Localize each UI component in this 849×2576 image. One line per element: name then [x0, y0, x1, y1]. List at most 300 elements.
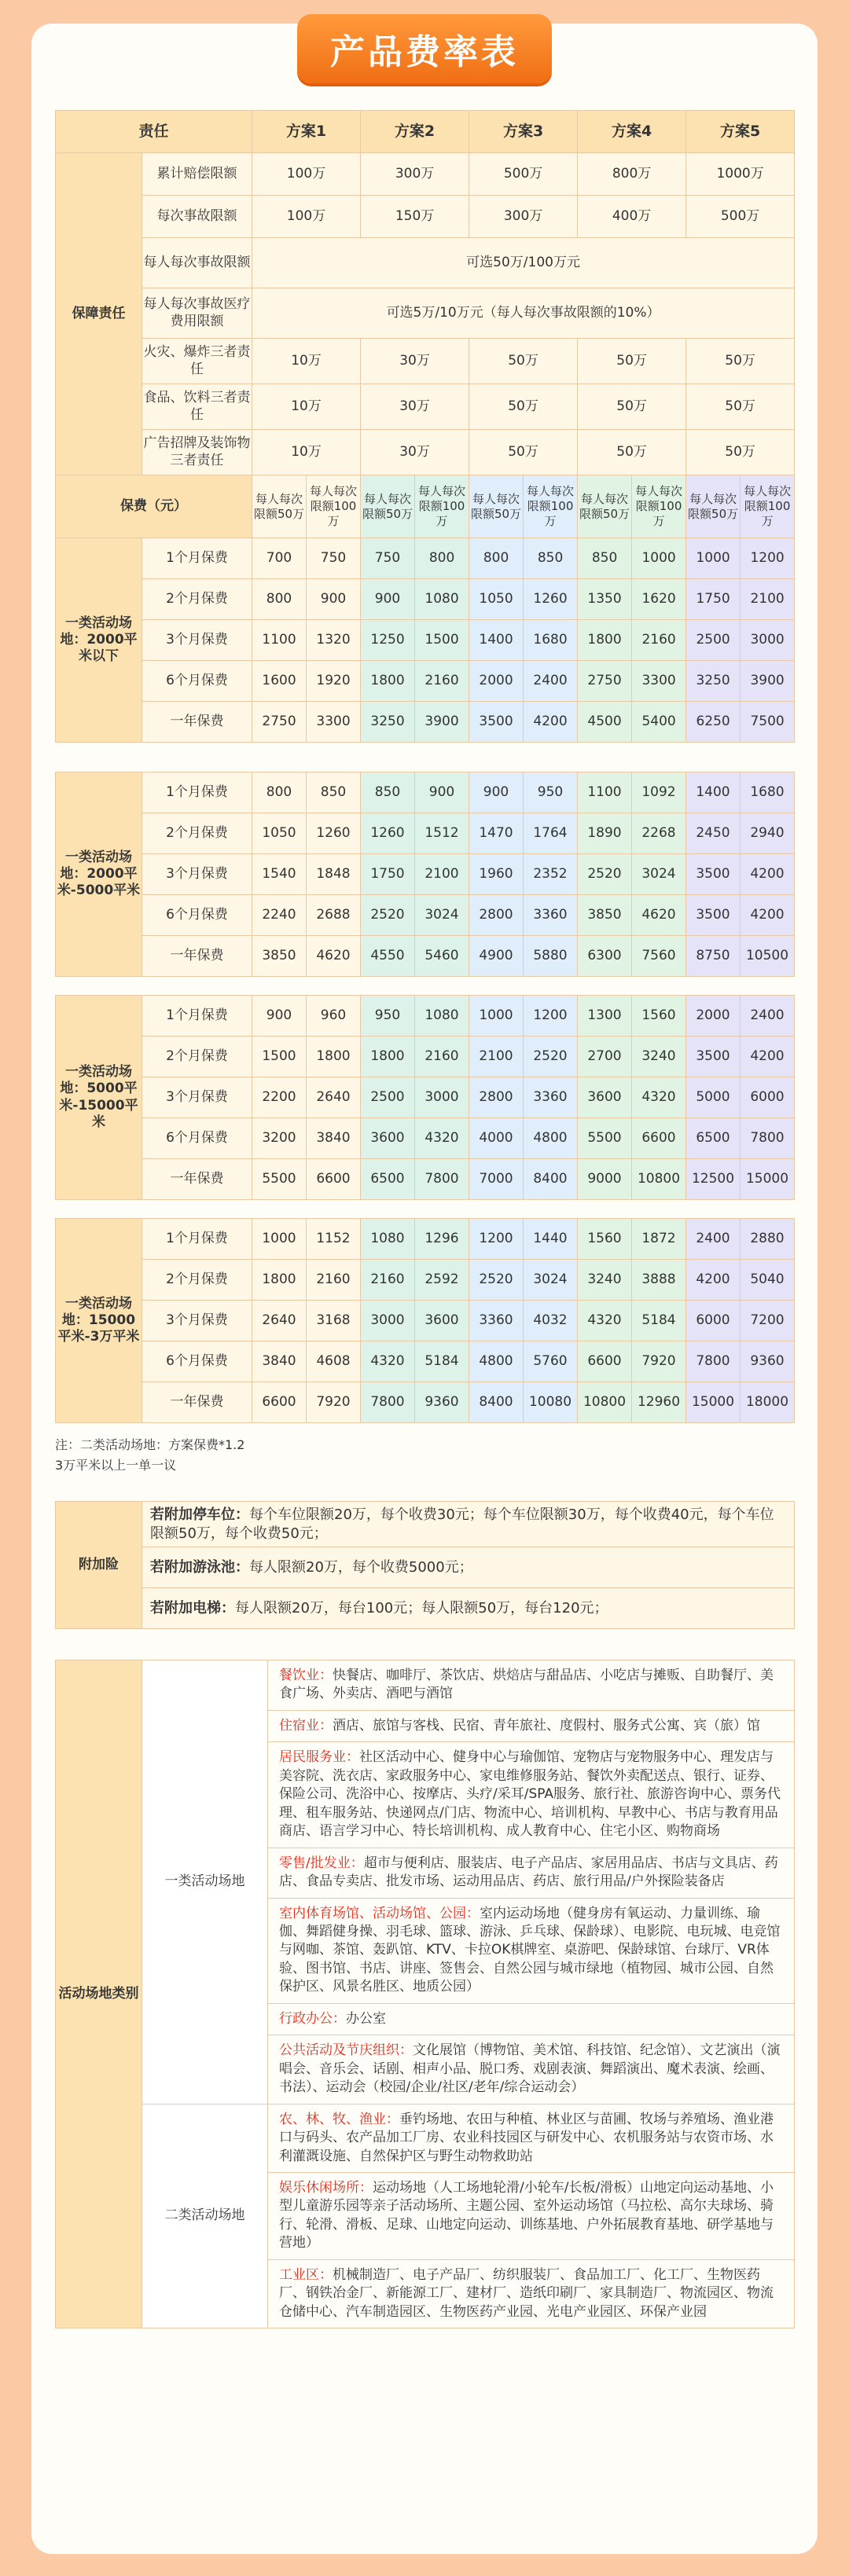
coverage-value: 10万 — [252, 430, 361, 475]
premium-value: 1600 — [252, 661, 307, 702]
premium-value: 2520 — [524, 1037, 578, 1077]
premium-value: 2940 — [741, 813, 795, 854]
premium-value: 1800 — [307, 1037, 361, 1077]
coverage-label: 食品、饮料三者责任 — [142, 384, 252, 430]
premium-value: 1000 — [632, 538, 686, 579]
category-item-text: 室内运动场地（健身房有氧运动、力量训练、瑜伽、舞蹈健身操、羽毛球、篮球、游泳、乒乓球、保龄球）、电影院、电玩城、电竞馆与网咖、茶馆、轰趴馆、KTV、卡拉OK棋牌室、桌游吧、保龄球馆、台球厅、VR体验、图书馆、书店、讲座、签售会、自然公园与城市绿地（植物园、城市公园、自然保护区、风景名胜区、地质公园） — [279, 1905, 781, 1995]
premium-value: 6300 — [578, 936, 632, 977]
premium-value: 3360 — [524, 1077, 578, 1118]
premium-value: 10800 — [632, 1159, 686, 1200]
period-label: 6个月保费 — [142, 895, 252, 936]
premium-value: 4620 — [632, 895, 686, 936]
premium-value: 4320 — [632, 1077, 686, 1118]
premium-value: 1680 — [524, 620, 578, 661]
category-item-text: 快餐店、咖啡厅、茶饮店、烘焙店与甜品店、小吃店与摊贩、自助餐厅、美食广场、外卖店、酒吧与酒馆 — [279, 1668, 774, 1702]
coverage-row — [56, 153, 795, 196]
premium-value: 1080 — [415, 579, 469, 620]
premium-value: 1296 — [415, 1219, 469, 1260]
premium-value: 5400 — [632, 702, 686, 743]
premium-value: 7500 — [741, 702, 795, 743]
coverage-label: 火灾、爆炸三者责任 — [142, 339, 252, 384]
premium-value: 3024 — [415, 895, 469, 936]
premium-value: 3250 — [686, 661, 741, 702]
category-item-title: 工业区： — [279, 2266, 333, 2283]
premium-value: 2000 — [469, 661, 524, 702]
premium-row — [56, 538, 795, 579]
premium-value: 1560 — [578, 1219, 632, 1260]
period-label: 1个月保费 — [142, 772, 252, 813]
premium-value: 5500 — [252, 1159, 307, 1200]
premium-row — [56, 1118, 795, 1159]
premium-value: 2160 — [632, 620, 686, 661]
premium-value: 2750 — [578, 661, 632, 702]
premium-value: 2520 — [361, 895, 415, 936]
rate-table-block — [55, 772, 795, 977]
premium-value: 6600 — [307, 1159, 361, 1200]
premium-value: 3840 — [307, 1118, 361, 1159]
period-label: 一年保费 — [142, 1159, 252, 1200]
coverage-label: 每人每次事故医疗费用限额 — [142, 288, 252, 339]
premium-value: 800 — [252, 579, 307, 620]
premium-value: 3300 — [632, 661, 686, 702]
premium-value: 1470 — [469, 813, 524, 854]
coverage-value: 50万 — [578, 339, 686, 384]
period-label: 3个月保费 — [142, 1301, 252, 1341]
premium-row — [56, 579, 795, 620]
premium-value: 2750 — [252, 702, 307, 743]
premium-value: 1890 — [578, 813, 632, 854]
category-item — [268, 2003, 795, 2035]
premium-value: 1500 — [252, 1037, 307, 1077]
premium-value: 5500 — [578, 1118, 632, 1159]
category-item-text: 办公室 — [346, 2010, 386, 2027]
premium-value: 12960 — [632, 1382, 686, 1423]
premium-value: 1250 — [361, 620, 415, 661]
coverage-value: 50万 — [578, 384, 686, 430]
premium-value: 1872 — [632, 1219, 686, 1260]
premium-value: 3600 — [361, 1118, 415, 1159]
category-class-label: 一类活动场地 — [142, 1660, 268, 2104]
premium-value: 1100 — [578, 772, 632, 813]
premium-value: 1350 — [578, 579, 632, 620]
premium-value: 2352 — [524, 854, 578, 895]
premium-value: 4550 — [361, 936, 415, 977]
coverage-value: 150万 — [361, 196, 469, 238]
premium-subheader: 每人每次限额50万 — [686, 475, 741, 538]
coverage-row — [56, 196, 795, 238]
premium-row — [56, 661, 795, 702]
premium-row — [56, 702, 795, 743]
coverage-label: 每人每次事故限额 — [142, 238, 252, 288]
premium-label: 保费（元） — [56, 475, 252, 538]
premium-value: 3600 — [415, 1301, 469, 1341]
category-item-text: 酒店、旅馆与客栈、民宿、青年旅社、度假村、服务式公寓、宾（旅）馆 — [333, 1717, 760, 1734]
premium-value: 5880 — [524, 936, 578, 977]
premium-value: 3024 — [524, 1260, 578, 1301]
category-item-title: 餐饮业： — [279, 1668, 333, 1683]
category-item-title: 公共活动及节庆组织： — [279, 2042, 413, 2059]
note — [55, 1435, 244, 1476]
premium-value: 3900 — [741, 661, 795, 702]
premium-value: 4032 — [524, 1301, 578, 1341]
premium-value: 7000 — [469, 1159, 524, 1200]
coverage-value: 30万 — [361, 384, 469, 430]
category-item — [268, 2172, 795, 2259]
premium-value: 2000 — [686, 996, 741, 1037]
addon-title: 若附加游泳池： — [150, 1558, 249, 1576]
premium-value: 15000 — [686, 1382, 741, 1423]
premium-value: 1960 — [469, 854, 524, 895]
header-plan: 方案3 — [469, 111, 578, 153]
premium-row — [56, 772, 795, 813]
premium-value: 1200 — [741, 538, 795, 579]
premium-value: 2800 — [469, 1077, 524, 1118]
period-label: 1个月保费 — [142, 996, 252, 1037]
premium-value: 3888 — [632, 1260, 686, 1301]
premium-value: 8400 — [469, 1382, 524, 1423]
premium-value: 3240 — [578, 1260, 632, 1301]
category-row — [56, 1660, 795, 1711]
premium-value: 900 — [307, 579, 361, 620]
premium-value: 960 — [307, 996, 361, 1037]
premium-row — [56, 1037, 795, 1077]
premium-value: 1200 — [469, 1219, 524, 1260]
premium-value: 1680 — [741, 772, 795, 813]
period-label: 一年保费 — [142, 936, 252, 977]
premium-value: 10800 — [578, 1382, 632, 1423]
coverage-row — [56, 238, 795, 288]
premium-value: 1400 — [469, 620, 524, 661]
premium-value: 10080 — [524, 1382, 578, 1423]
premium-value: 1848 — [307, 854, 361, 895]
premium-value: 3360 — [524, 895, 578, 936]
note-line: 注：二类活动场地：方案保费*1.2 — [55, 1437, 245, 1452]
coverage-value: 300万 — [361, 153, 469, 196]
category-item-title: 住宿业： — [279, 1717, 333, 1734]
premium-value: 3168 — [307, 1301, 361, 1341]
premium-value: 4320 — [361, 1341, 415, 1382]
coverage-row — [56, 288, 795, 339]
premium-value: 4000 — [469, 1118, 524, 1159]
coverage-value: 300万 — [469, 196, 578, 238]
premium-value: 1000 — [686, 538, 741, 579]
premium-value: 8400 — [524, 1159, 578, 1200]
coverage-merged-value: 可选50万/100万元 — [252, 238, 795, 288]
premium-value: 6600 — [578, 1341, 632, 1382]
premium-subheader: 每人每次限额100万 — [741, 475, 795, 538]
premium-value: 3500 — [686, 854, 741, 895]
premium-value: 1540 — [252, 854, 307, 895]
premium-value: 1750 — [361, 854, 415, 895]
premium-value: 3850 — [252, 936, 307, 977]
premium-value: 1560 — [632, 996, 686, 1037]
premium-value: 2400 — [524, 661, 578, 702]
premium-value: 7800 — [741, 1118, 795, 1159]
premium-value: 15000 — [741, 1159, 795, 1200]
period-label: 2个月保费 — [142, 813, 252, 854]
premium-value: 3500 — [686, 1037, 741, 1077]
premium-value: 7560 — [632, 936, 686, 977]
period-label: 1个月保费 — [142, 538, 252, 579]
category-item-text: 机械制造厂、电子产品厂、纺织服装厂、食品加工厂、化工厂、生物医药厂、钢铁冶金厂、新能源工厂、建材厂、造纸印刷厂、家具制造厂、物流园区、物流仓储中心、汽车制造园区、生物医药产业园、光电产业园区、环保产业园 — [279, 2266, 774, 2320]
period-label: 6个月保费 — [142, 661, 252, 702]
premium-value: 800 — [415, 538, 469, 579]
addon-row — [56, 1588, 795, 1629]
premium-value: 2500 — [361, 1077, 415, 1118]
premium-value: 1620 — [632, 579, 686, 620]
premium-subheader: 每人每次限额50万 — [469, 475, 524, 538]
premium-value: 750 — [361, 538, 415, 579]
page-title: 产品费率表 — [297, 14, 552, 83]
premium-value: 4200 — [741, 895, 795, 936]
premium-value: 800 — [252, 772, 307, 813]
header-plan: 方案4 — [578, 111, 686, 153]
premium-value: 4200 — [741, 854, 795, 895]
premium-value: 3300 — [307, 702, 361, 743]
premium-value: 3024 — [632, 854, 686, 895]
coverage-value: 50万 — [469, 339, 578, 384]
coverage-row — [56, 339, 795, 384]
premium-value: 4320 — [578, 1301, 632, 1341]
premium-value: 1750 — [686, 579, 741, 620]
coverage-value: 10万 — [252, 339, 361, 384]
premium-value: 1920 — [307, 661, 361, 702]
header-plan: 方案2 — [361, 111, 469, 153]
premium-value: 4500 — [578, 702, 632, 743]
premium-value: 900 — [415, 772, 469, 813]
site-block-label: 一类活动场地：2000平米-5000平米 — [56, 772, 142, 977]
premium-value: 8750 — [686, 936, 741, 977]
category-item-text: 运动场地（人工场地轮滑/小轮车/长板/滑板）山地定向运动基地、小型儿童游乐园等亲子活动场所、主题公园、室外运动场馆（马拉松、高尔夫球场、骑行、轮滑、滑板、足球、山地定向运动、训练基地、户外拓展教育基地、研学基地与营地） — [279, 2179, 774, 2251]
premium-value: 6500 — [361, 1159, 415, 1200]
premium-value: 9360 — [415, 1382, 469, 1423]
premium-value: 7200 — [741, 1301, 795, 1341]
premium-value: 9360 — [741, 1341, 795, 1382]
category-item — [268, 1710, 795, 1741]
premium-value: 2400 — [741, 996, 795, 1037]
period-label: 6个月保费 — [142, 1341, 252, 1382]
premium-value: 1200 — [524, 996, 578, 1037]
rate-table-block — [55, 995, 795, 1200]
premium-value: 800 — [469, 538, 524, 579]
premium-value: 10500 — [741, 936, 795, 977]
premium-value: 850 — [524, 538, 578, 579]
premium-value: 4200 — [741, 1037, 795, 1077]
premium-value: 4800 — [469, 1341, 524, 1382]
premium-value: 5040 — [741, 1260, 795, 1301]
coverage-value: 500万 — [686, 196, 795, 238]
premium-value: 2100 — [469, 1037, 524, 1077]
premium-value: 5184 — [415, 1341, 469, 1382]
addon-row — [56, 1502, 795, 1547]
premium-value: 4620 — [307, 936, 361, 977]
premium-value: 3000 — [361, 1301, 415, 1341]
premium-value: 2592 — [415, 1260, 469, 1301]
coverage-value: 50万 — [686, 430, 795, 475]
premium-row — [56, 1382, 795, 1423]
coverage-label: 累计赔偿限额 — [142, 153, 252, 196]
coverage-value: 50万 — [686, 339, 795, 384]
premium-subheader: 每人每次限额50万 — [252, 475, 307, 538]
premium-value: 4608 — [307, 1341, 361, 1382]
category-item — [268, 2104, 795, 2172]
premium-value: 3240 — [632, 1037, 686, 1077]
premium-row — [56, 936, 795, 977]
premium-value: 2160 — [361, 1260, 415, 1301]
period-label: 一年保费 — [142, 1382, 252, 1423]
premium-value: 2160 — [415, 661, 469, 702]
premium-value: 850 — [578, 538, 632, 579]
premium-subheader: 每人每次限额50万 — [578, 475, 632, 538]
premium-value: 1050 — [469, 579, 524, 620]
premium-value: 3000 — [741, 620, 795, 661]
premium-value: 7920 — [632, 1341, 686, 1382]
period-label: 2个月保费 — [142, 579, 252, 620]
rate-table-block — [55, 1218, 795, 1423]
premium-value: 18000 — [741, 1382, 795, 1423]
premium-value: 2520 — [469, 1260, 524, 1301]
premium-value: 3900 — [415, 702, 469, 743]
premium-value: 7920 — [307, 1382, 361, 1423]
addon-table — [55, 1501, 795, 1629]
coverage-value: 400万 — [578, 196, 686, 238]
premium-header-row — [56, 475, 795, 538]
coverage-value: 800万 — [578, 153, 686, 196]
premium-value: 4900 — [469, 936, 524, 977]
addon-text: 每人限额20万，每个收费5000元； — [249, 1558, 473, 1576]
premium-value: 2160 — [415, 1037, 469, 1077]
premium-value: 1764 — [524, 813, 578, 854]
premium-value: 1800 — [361, 1037, 415, 1077]
premium-value: 1800 — [252, 1260, 307, 1301]
premium-row — [56, 620, 795, 661]
addon-row — [56, 1547, 795, 1588]
premium-value: 1260 — [361, 813, 415, 854]
premium-value: 4800 — [524, 1118, 578, 1159]
header-responsibility: 责任 — [56, 111, 252, 153]
period-label: 2个月保费 — [142, 1260, 252, 1301]
premium-value: 2688 — [307, 895, 361, 936]
premium-value: 3500 — [469, 702, 524, 743]
premium-value: 950 — [524, 772, 578, 813]
premium-value: 4200 — [524, 702, 578, 743]
period-label: 3个月保费 — [142, 620, 252, 661]
premium-row — [56, 1077, 795, 1118]
category-item-title: 居民服务业： — [279, 1749, 359, 1766]
premium-value: 12500 — [686, 1159, 741, 1200]
premium-value: 6600 — [632, 1118, 686, 1159]
premium-value: 1440 — [524, 1219, 578, 1260]
category-item-text: 社区活动中心、健身中心与瑜伽馆、宠物店与宠物服务中心、理发店与美容院、洗衣店、家政服务中心、家电维修服务站、餐饮外卖配送点、银行、证券、保险公司、洗浴中心、按摩店、头疗/采耳/SPA服务、旅行社、旅游咨询中心、票务代理、租车服务站、快递网点/门店、物流中心、培训机构、早教中心、书店与教育用品商店、语言学习中心、特长培训机构、成人教育中心、住宅小区、购物商场 — [279, 1749, 781, 1840]
premium-value: 3840 — [252, 1341, 307, 1382]
premium-value: 2200 — [252, 1077, 307, 1118]
premium-row — [56, 895, 795, 936]
premium-value: 2880 — [741, 1219, 795, 1260]
addon-label: 附加险 — [56, 1502, 142, 1629]
premium-subheader: 每人每次限额50万 — [361, 475, 415, 538]
premium-row — [56, 996, 795, 1037]
period-label: 6个月保费 — [142, 1118, 252, 1159]
category-row — [56, 2104, 795, 2172]
premium-value: 6000 — [741, 1077, 795, 1118]
premium-value: 1080 — [361, 1219, 415, 1260]
category-class-label: 二类活动场地 — [142, 2104, 268, 2328]
coverage-label: 每次事故限额 — [142, 196, 252, 238]
coverage-value: 50万 — [578, 430, 686, 475]
premium-value: 1100 — [252, 620, 307, 661]
category-item-title: 娱乐休闲场所： — [279, 2179, 373, 2196]
premium-value: 5760 — [524, 1341, 578, 1382]
coverage-value: 50万 — [469, 430, 578, 475]
premium-value: 1800 — [578, 620, 632, 661]
coverage-group-label: 保障责任 — [56, 153, 142, 475]
premium-value: 1000 — [469, 996, 524, 1037]
premium-subheader: 每人每次限额100万 — [415, 475, 469, 538]
premium-value: 3500 — [686, 895, 741, 936]
premium-value: 5460 — [415, 936, 469, 977]
site-block-label: 一类活动场地：2000平米以下 — [56, 538, 142, 743]
premium-row — [56, 1260, 795, 1301]
premium-subheader: 每人每次限额100万 — [307, 475, 361, 538]
premium-value: 3850 — [578, 895, 632, 936]
premium-value: 1260 — [524, 579, 578, 620]
premium-value: 1512 — [415, 813, 469, 854]
premium-subheader: 每人每次限额100万 — [632, 475, 686, 538]
premium-value: 4320 — [415, 1118, 469, 1159]
premium-value: 2520 — [578, 854, 632, 895]
premium-value: 3000 — [415, 1077, 469, 1118]
period-label: 3个月保费 — [142, 854, 252, 895]
premium-value: 850 — [361, 772, 415, 813]
category-item-text: 超市与便利店、服装店、电子产品店、家居用品店、书店与文具店、药店、食品专卖店、批发市场、运动用品店、药店、旅行用品/户外探险装备店 — [279, 1855, 778, 1890]
category-item — [268, 1898, 795, 2003]
premium-value: 3250 — [361, 702, 415, 743]
premium-value: 1300 — [578, 996, 632, 1037]
premium-row — [56, 1159, 795, 1200]
category-item-title: 行政办公： — [279, 2010, 346, 2027]
premium-value: 9000 — [578, 1159, 632, 1200]
category-item-title: 零售/批发业： — [279, 1855, 364, 1871]
premium-value: 1092 — [632, 772, 686, 813]
site-block-label: 一类活动场地：15000平米-3万平米 — [56, 1219, 142, 1423]
premium-value: 6250 — [686, 702, 741, 743]
coverage-value: 30万 — [361, 430, 469, 475]
category-item-title: 农、林、牧、渔业： — [279, 2111, 399, 2127]
premium-row — [56, 854, 795, 895]
addon-title: 若附加停车位： — [150, 1506, 249, 1524]
header-plan: 方案1 — [252, 111, 361, 153]
premium-value: 1260 — [307, 813, 361, 854]
premium-value: 3600 — [578, 1077, 632, 1118]
premium-value: 750 — [307, 538, 361, 579]
period-label: 一年保费 — [142, 702, 252, 743]
header-row — [56, 111, 795, 153]
coverage-value: 100万 — [252, 196, 361, 238]
premium-value: 2700 — [578, 1037, 632, 1077]
premium-value: 1080 — [415, 996, 469, 1037]
premium-value: 7800 — [415, 1159, 469, 1200]
coverage-value: 100万 — [252, 153, 361, 196]
coverage-merged-value: 可选5万/10万元（每人每次事故限额的10%） — [252, 288, 795, 339]
premium-value: 2100 — [415, 854, 469, 895]
category-group-label: 活动场地类别 — [56, 1660, 142, 2328]
premium-value: 950 — [361, 996, 415, 1037]
premium-value: 5000 — [686, 1077, 741, 1118]
site-block-label: 一类活动场地：5000平米-15000平米 — [56, 996, 142, 1200]
period-label: 3个月保费 — [142, 1077, 252, 1118]
category-item — [268, 2035, 795, 2104]
premium-value: 1400 — [686, 772, 741, 813]
